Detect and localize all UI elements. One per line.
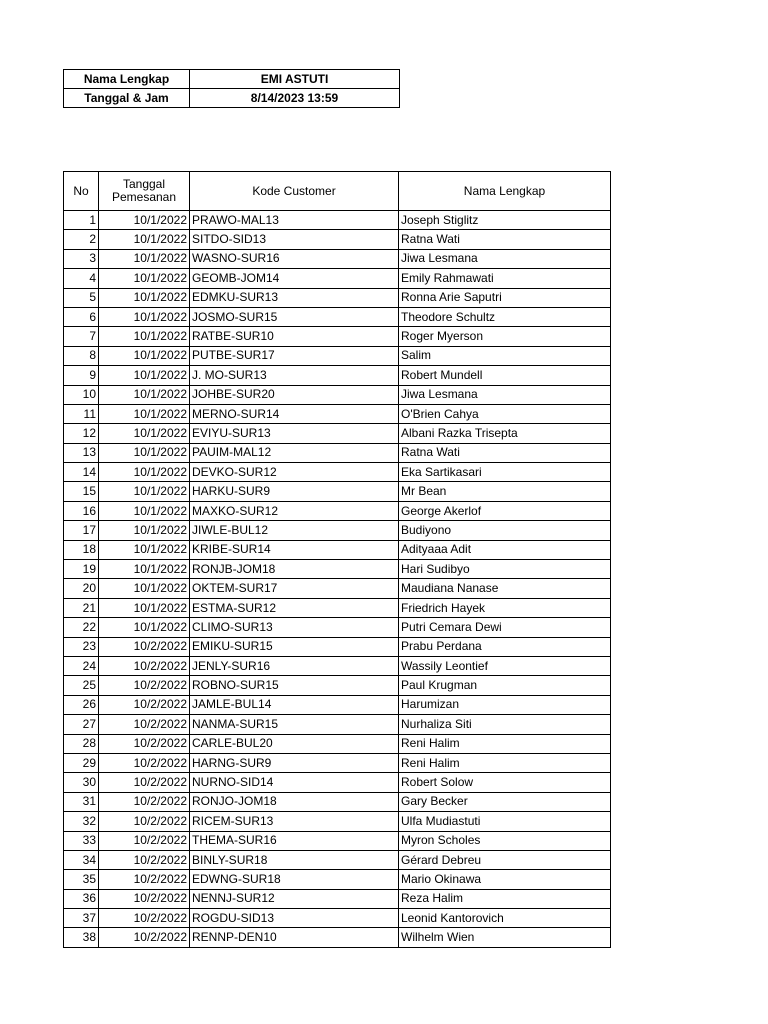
customer-name: Harumizan bbox=[399, 695, 611, 714]
row-number: 17 bbox=[64, 521, 99, 540]
table-row bbox=[64, 443, 611, 462]
info-row-datetime bbox=[64, 89, 400, 108]
customer-name: Gérard Debreu bbox=[399, 850, 611, 869]
order-date: 10/1/2022 bbox=[99, 598, 190, 617]
order-date: 10/1/2022 bbox=[99, 307, 190, 326]
customer-name: Roger Myerson bbox=[399, 327, 611, 346]
order-date: 10/1/2022 bbox=[99, 521, 190, 540]
row-number: 36 bbox=[64, 889, 99, 908]
order-date: 10/2/2022 bbox=[99, 753, 190, 772]
table-row bbox=[64, 831, 611, 850]
customer-code: JAMLE-BUL14 bbox=[190, 695, 399, 714]
table-row bbox=[64, 773, 611, 792]
order-date: 10/2/2022 bbox=[99, 870, 190, 889]
table-row bbox=[64, 850, 611, 869]
order-date: 10/2/2022 bbox=[99, 695, 190, 714]
customer-code: EVIYU-SUR13 bbox=[190, 424, 399, 443]
customer-name: Putri Cemara Dewi bbox=[399, 618, 611, 637]
customer-name: Nurhaliza Siti bbox=[399, 715, 611, 734]
customer-code: NANMA-SUR15 bbox=[190, 715, 399, 734]
table-row bbox=[64, 637, 611, 656]
row-number: 34 bbox=[64, 850, 99, 869]
order-date: 10/2/2022 bbox=[99, 676, 190, 695]
header-customer-code: Kode Customer bbox=[190, 172, 399, 211]
row-number: 20 bbox=[64, 579, 99, 598]
customer-code: JOHBE-SUR20 bbox=[190, 385, 399, 404]
row-number: 6 bbox=[64, 307, 99, 326]
name-label: Nama Lengkap bbox=[64, 70, 190, 89]
table-row bbox=[64, 366, 611, 385]
order-date: 10/2/2022 bbox=[99, 928, 190, 947]
customer-code: DEVKO-SUR12 bbox=[190, 463, 399, 482]
row-number: 25 bbox=[64, 676, 99, 695]
row-number: 4 bbox=[64, 269, 99, 288]
order-date: 10/1/2022 bbox=[99, 540, 190, 559]
table-row bbox=[64, 656, 611, 675]
row-number: 37 bbox=[64, 909, 99, 928]
order-date: 10/1/2022 bbox=[99, 443, 190, 462]
order-date: 10/1/2022 bbox=[99, 579, 190, 598]
header-order-date: Tanggal Pemesanan bbox=[99, 172, 190, 211]
row-number: 24 bbox=[64, 656, 99, 675]
customer-code: RONJB-JOM18 bbox=[190, 560, 399, 579]
customer-name: Myron Scholes bbox=[399, 831, 611, 850]
customer-name: Ratna Wati bbox=[399, 230, 611, 249]
order-date: 10/1/2022 bbox=[99, 249, 190, 268]
customer-code: JIWLE-BUL12 bbox=[190, 521, 399, 540]
table-row bbox=[64, 618, 611, 637]
row-number: 1 bbox=[64, 211, 99, 230]
customer-name: Budiyono bbox=[399, 521, 611, 540]
table-row bbox=[64, 424, 611, 443]
customer-code: THEMA-SUR16 bbox=[190, 831, 399, 850]
row-number: 22 bbox=[64, 618, 99, 637]
order-date: 10/2/2022 bbox=[99, 637, 190, 656]
table-row bbox=[64, 211, 611, 230]
orders-body bbox=[64, 211, 611, 948]
table-row bbox=[64, 230, 611, 249]
customer-code: RICEM-SUR13 bbox=[190, 812, 399, 831]
customer-code: OKTEM-SUR17 bbox=[190, 579, 399, 598]
order-date: 10/2/2022 bbox=[99, 812, 190, 831]
order-date: 10/2/2022 bbox=[99, 734, 190, 753]
order-date: 10/1/2022 bbox=[99, 211, 190, 230]
table-row bbox=[64, 288, 611, 307]
customer-code: SITDO-SID13 bbox=[190, 230, 399, 249]
order-date: 10/1/2022 bbox=[99, 269, 190, 288]
customer-name: Hari Sudibyo bbox=[399, 560, 611, 579]
table-row bbox=[64, 307, 611, 326]
order-date: 10/2/2022 bbox=[99, 656, 190, 675]
customer-code: NURNO-SID14 bbox=[190, 773, 399, 792]
row-number: 26 bbox=[64, 695, 99, 714]
row-number: 10 bbox=[64, 385, 99, 404]
customer-info-table bbox=[63, 69, 400, 108]
row-number: 5 bbox=[64, 288, 99, 307]
customer-code: ROGDU-SID13 bbox=[190, 909, 399, 928]
customer-name: Ratna Wati bbox=[399, 443, 611, 462]
table-row bbox=[64, 579, 611, 598]
customer-name: Adityaaa Adit bbox=[399, 540, 611, 559]
table-row bbox=[64, 560, 611, 579]
order-date: 10/2/2022 bbox=[99, 850, 190, 869]
customer-code: PAUIM-MAL12 bbox=[190, 443, 399, 462]
order-date: 10/1/2022 bbox=[99, 288, 190, 307]
customer-code: RONJO-JOM18 bbox=[190, 792, 399, 811]
order-date: 10/1/2022 bbox=[99, 501, 190, 520]
customer-code: NENNJ-SUR12 bbox=[190, 889, 399, 908]
customer-code: PUTBE-SUR17 bbox=[190, 346, 399, 365]
customer-code: ROBNO-SUR15 bbox=[190, 676, 399, 695]
table-row bbox=[64, 928, 611, 947]
customer-code: GEOMB-JOM14 bbox=[190, 269, 399, 288]
row-number: 9 bbox=[64, 366, 99, 385]
customer-name: Leonid Kantorovich bbox=[399, 909, 611, 928]
customer-code: MERNO-SUR14 bbox=[190, 404, 399, 423]
order-date: 10/1/2022 bbox=[99, 230, 190, 249]
header-no: No bbox=[64, 172, 99, 211]
table-row bbox=[64, 482, 611, 501]
datetime-value: 8/14/2023 13:59 bbox=[190, 89, 400, 108]
row-number: 8 bbox=[64, 346, 99, 365]
row-number: 3 bbox=[64, 249, 99, 268]
customer-code: PRAWO-MAL13 bbox=[190, 211, 399, 230]
customer-name: Jiwa Lesmana bbox=[399, 385, 611, 404]
order-date: 10/2/2022 bbox=[99, 773, 190, 792]
order-date: 10/1/2022 bbox=[99, 482, 190, 501]
row-number: 19 bbox=[64, 560, 99, 579]
customer-code: JOSMO-SUR15 bbox=[190, 307, 399, 326]
customer-code: J. MO-SUR13 bbox=[190, 366, 399, 385]
customer-code: RENNP-DEN10 bbox=[190, 928, 399, 947]
customer-name: Jiwa Lesmana bbox=[399, 249, 611, 268]
order-date: 10/1/2022 bbox=[99, 404, 190, 423]
table-row bbox=[64, 346, 611, 365]
table-row bbox=[64, 269, 611, 288]
orders-header-row bbox=[64, 172, 611, 211]
customer-name: Reni Halim bbox=[399, 734, 611, 753]
table-row bbox=[64, 909, 611, 928]
header-full-name: Nama Lengkap bbox=[399, 172, 611, 211]
row-number: 13 bbox=[64, 443, 99, 462]
row-number: 23 bbox=[64, 637, 99, 656]
order-date: 10/1/2022 bbox=[99, 346, 190, 365]
order-date: 10/1/2022 bbox=[99, 618, 190, 637]
customer-name: Joseph Stiglitz bbox=[399, 211, 611, 230]
customer-name: Maudiana Nanase bbox=[399, 579, 611, 598]
customer-name: Ulfa Mudiastuti bbox=[399, 812, 611, 831]
customer-code: KRIBE-SUR14 bbox=[190, 540, 399, 559]
customer-name: Reza Halim bbox=[399, 889, 611, 908]
table-row bbox=[64, 715, 611, 734]
table-row bbox=[64, 734, 611, 753]
table-row bbox=[64, 404, 611, 423]
orders-table bbox=[63, 171, 611, 948]
customer-code: JENLY-SUR16 bbox=[190, 656, 399, 675]
customer-name: Robert Mundell bbox=[399, 366, 611, 385]
customer-code: HARKU-SUR9 bbox=[190, 482, 399, 501]
customer-code: RATBE-SUR10 bbox=[190, 327, 399, 346]
customer-name: Theodore Schultz bbox=[399, 307, 611, 326]
name-value: EMI ASTUTI bbox=[190, 70, 400, 89]
row-number: 33 bbox=[64, 831, 99, 850]
row-number: 32 bbox=[64, 812, 99, 831]
customer-name: Friedrich Hayek bbox=[399, 598, 611, 617]
customer-code: WASNO-SUR16 bbox=[190, 249, 399, 268]
customer-code: BINLY-SUR18 bbox=[190, 850, 399, 869]
customer-code: CLIMO-SUR13 bbox=[190, 618, 399, 637]
customer-code: MAXKO-SUR12 bbox=[190, 501, 399, 520]
customer-name: Mario Okinawa bbox=[399, 870, 611, 889]
row-number: 30 bbox=[64, 773, 99, 792]
customer-name: Eka Sartikasari bbox=[399, 463, 611, 482]
customer-name: O'Brien Cahya bbox=[399, 404, 611, 423]
customer-name: Wassily Leontief bbox=[399, 656, 611, 675]
row-number: 38 bbox=[64, 928, 99, 947]
customer-name: Wilhelm Wien bbox=[399, 928, 611, 947]
customer-name: Gary Becker bbox=[399, 792, 611, 811]
customer-code: EDMKU-SUR13 bbox=[190, 288, 399, 307]
table-row bbox=[64, 327, 611, 346]
row-number: 12 bbox=[64, 424, 99, 443]
table-row bbox=[64, 889, 611, 908]
order-date: 10/2/2022 bbox=[99, 909, 190, 928]
table-row bbox=[64, 521, 611, 540]
row-number: 21 bbox=[64, 598, 99, 617]
order-date: 10/2/2022 bbox=[99, 792, 190, 811]
order-date: 10/1/2022 bbox=[99, 385, 190, 404]
customer-name: Reni Halim bbox=[399, 753, 611, 772]
customer-code: HARNG-SUR9 bbox=[190, 753, 399, 772]
order-date: 10/1/2022 bbox=[99, 424, 190, 443]
customer-name: Ronna Arie Saputri bbox=[399, 288, 611, 307]
table-row bbox=[64, 249, 611, 268]
table-row bbox=[64, 792, 611, 811]
order-date: 10/1/2022 bbox=[99, 366, 190, 385]
row-number: 28 bbox=[64, 734, 99, 753]
row-number: 14 bbox=[64, 463, 99, 482]
order-date: 10/1/2022 bbox=[99, 463, 190, 482]
table-row bbox=[64, 870, 611, 889]
customer-name: Salim bbox=[399, 346, 611, 365]
row-number: 35 bbox=[64, 870, 99, 889]
customer-name: Paul Krugman bbox=[399, 676, 611, 695]
customer-name: Prabu Perdana bbox=[399, 637, 611, 656]
order-date: 10/1/2022 bbox=[99, 560, 190, 579]
row-number: 31 bbox=[64, 792, 99, 811]
customer-code: ESTMA-SUR12 bbox=[190, 598, 399, 617]
row-number: 16 bbox=[64, 501, 99, 520]
customer-name: Albani Razka Trisepta bbox=[399, 424, 611, 443]
row-number: 7 bbox=[64, 327, 99, 346]
row-number: 11 bbox=[64, 404, 99, 423]
row-number: 29 bbox=[64, 753, 99, 772]
customer-name: Emily Rahmawati bbox=[399, 269, 611, 288]
row-number: 2 bbox=[64, 230, 99, 249]
table-row bbox=[64, 501, 611, 520]
table-row bbox=[64, 676, 611, 695]
customer-name: George Akerlof bbox=[399, 501, 611, 520]
order-date: 10/1/2022 bbox=[99, 327, 190, 346]
table-row bbox=[64, 753, 611, 772]
row-number: 15 bbox=[64, 482, 99, 501]
table-row bbox=[64, 598, 611, 617]
customer-code: CARLE-BUL20 bbox=[190, 734, 399, 753]
table-row bbox=[64, 463, 611, 482]
row-number: 27 bbox=[64, 715, 99, 734]
table-row bbox=[64, 812, 611, 831]
row-number: 18 bbox=[64, 540, 99, 559]
order-date: 10/2/2022 bbox=[99, 889, 190, 908]
order-date: 10/2/2022 bbox=[99, 715, 190, 734]
order-date: 10/2/2022 bbox=[99, 831, 190, 850]
info-row-name bbox=[64, 70, 400, 89]
customer-name: Mr Bean bbox=[399, 482, 611, 501]
datetime-label: Tanggal & Jam bbox=[64, 89, 190, 108]
table-row bbox=[64, 695, 611, 714]
customer-code: EMIKU-SUR15 bbox=[190, 637, 399, 656]
customer-name: Robert Solow bbox=[399, 773, 611, 792]
customer-code: EDWNG-SUR18 bbox=[190, 870, 399, 889]
table-row bbox=[64, 385, 611, 404]
table-row bbox=[64, 540, 611, 559]
